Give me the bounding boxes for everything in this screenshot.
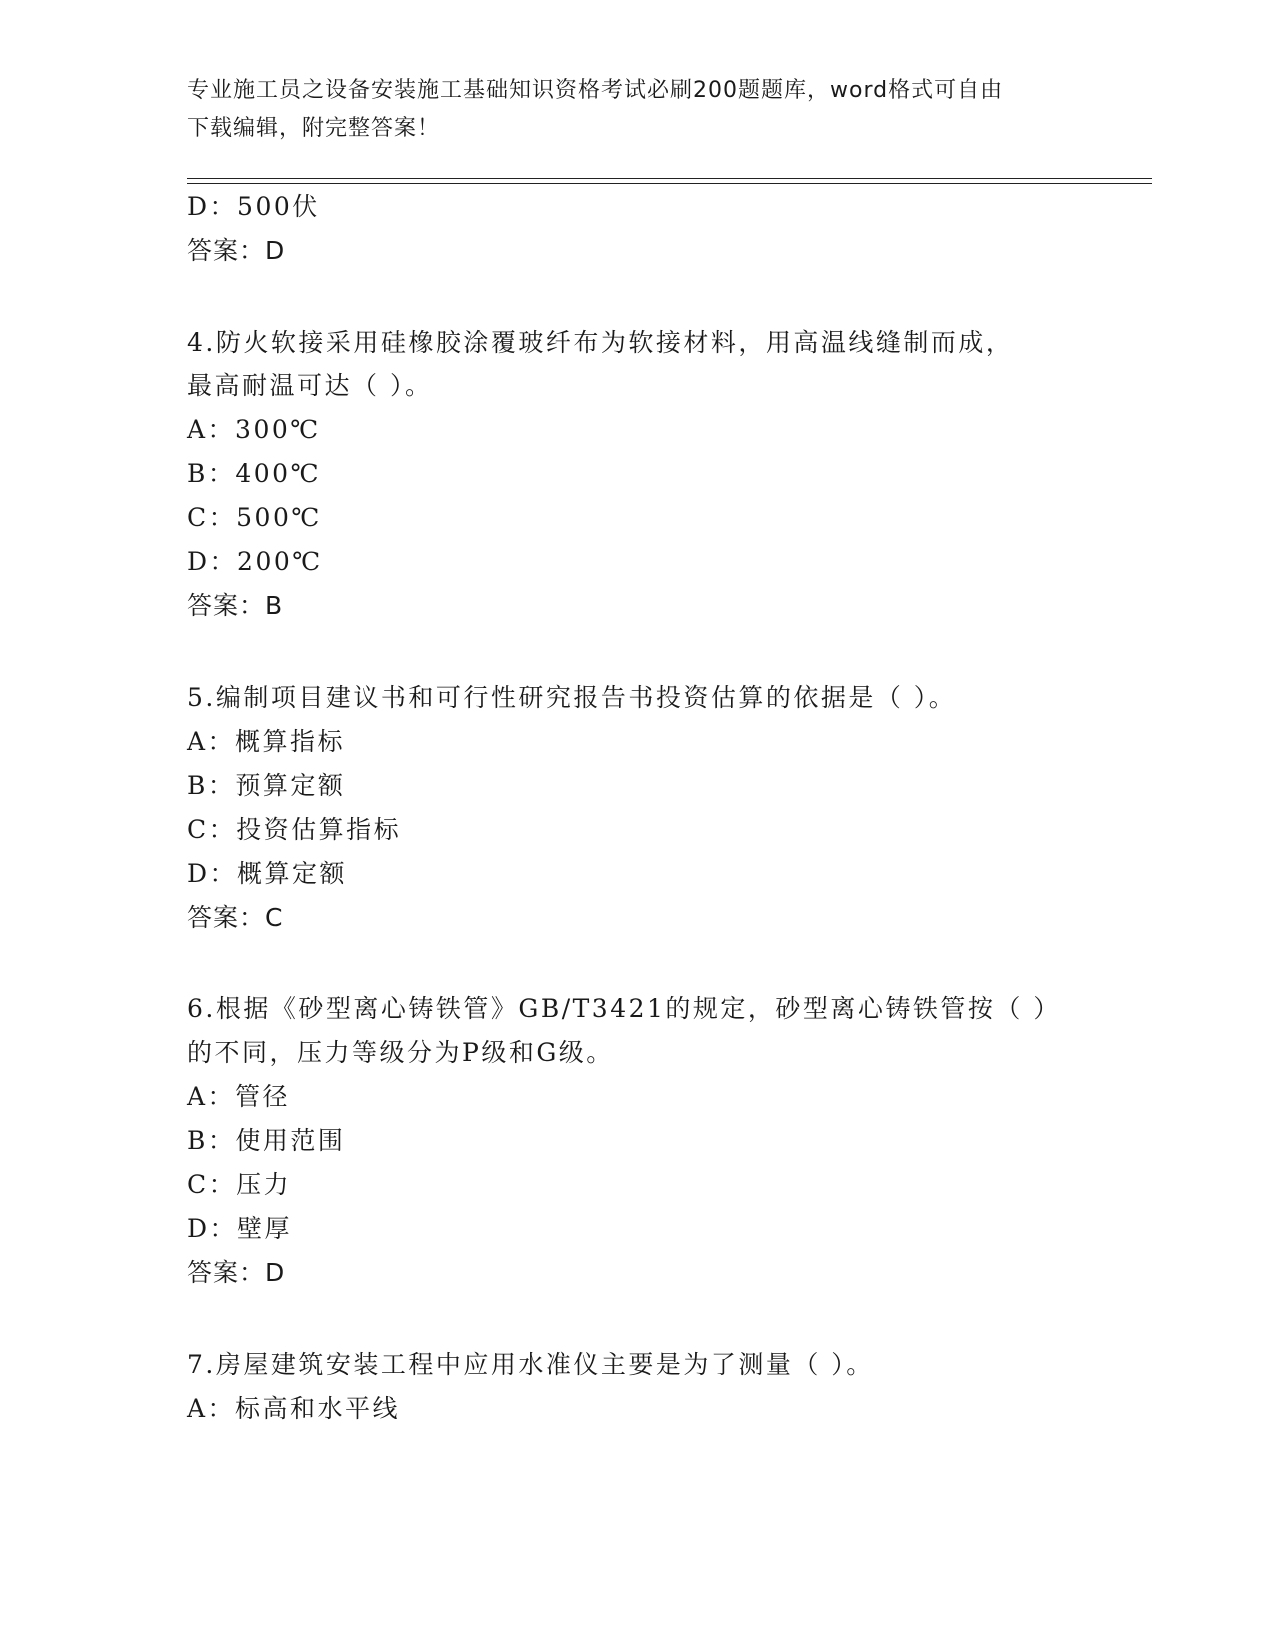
header-divider-top: [187, 178, 1152, 179]
header-title-line-1: 专业施工员之设备安装施工基础知识资格考试必刷200题题库，word格式可自由: [187, 78, 1004, 103]
q6-stem-line-1: 6.根据《砂型离心铸铁管》GB/T3421的规定，砂型离心铸铁管按（ ）: [187, 994, 1061, 1023]
q6-option-c: C：压力: [187, 1170, 292, 1199]
header-title-line-2: 下载编辑，附完整答案！: [187, 116, 441, 141]
header-divider-bottom: [187, 183, 1152, 184]
q5-stem-line-1: 5.编制项目建议书和可行性研究报告书投资估算的依据是（ ）。: [187, 683, 957, 712]
q4-option-d: D：200℃: [187, 547, 323, 576]
q4-stem-line-1: 4.防火软接采用硅橡胶涂覆玻纤布为软接材料，用高温线缝制而成，: [187, 328, 1014, 357]
q4-answer: 答案：B: [187, 591, 284, 620]
q4-stem-line-2: 最高耐温可达（ ）。: [187, 371, 433, 400]
prev-option-d: D：500伏: [187, 192, 320, 221]
q5-option-b: B：预算定额: [187, 771, 346, 800]
q7-option-a: A：标高和水平线: [187, 1394, 401, 1423]
q6-option-b: B：使用范围: [187, 1126, 346, 1155]
q6-option-a: A：管径: [187, 1082, 291, 1111]
q4-option-a: A：300℃: [187, 415, 321, 444]
document-header: [187, 72, 1087, 148]
q4-option-c: C：500℃: [187, 503, 322, 532]
q5-answer: 答案：C: [187, 903, 284, 932]
q6-option-d: D：壁厚: [187, 1214, 293, 1243]
q4-option-b: B：400℃: [187, 459, 322, 488]
prev-answer: 答案：D: [187, 236, 286, 265]
q6-answer: 答案：D: [187, 1258, 286, 1287]
q5-option-a: A：概算指标: [187, 727, 346, 756]
q5-option-d: D：概算定额: [187, 859, 348, 888]
q7-stem-line-1: 7.房屋建筑安装工程中应用水准仪主要是为了测量（ ）。: [187, 1350, 874, 1379]
q6-stem-line-2: 的不同，压力等级分为P级和G级。: [187, 1038, 614, 1067]
q5-option-c: C：投资估算指标: [187, 815, 402, 844]
